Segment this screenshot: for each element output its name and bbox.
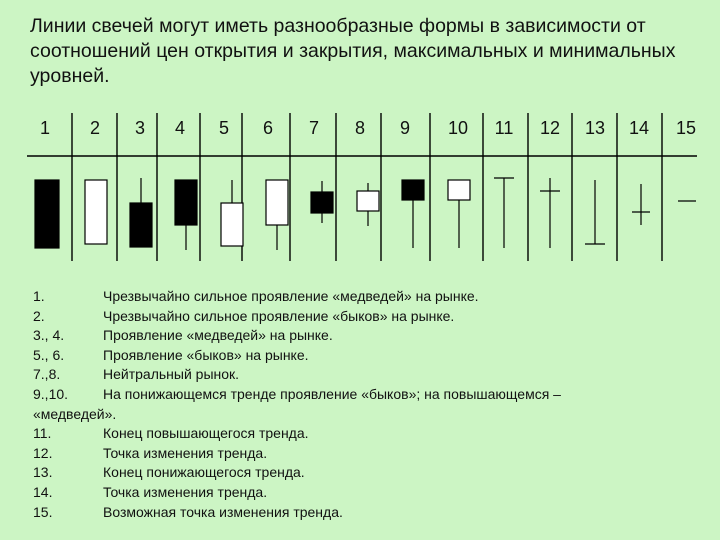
- candle-8: [357, 183, 379, 226]
- candle-9: [402, 180, 424, 248]
- notes-list: [33, 287, 693, 522]
- note-number: 12.: [33, 444, 53, 461]
- column-label-2: 2: [89, 118, 101, 138]
- candle-14: [632, 184, 650, 225]
- note-number: 2.: [33, 307, 45, 324]
- candle-9-body: [402, 180, 424, 200]
- candle-table: [0, 108, 720, 268]
- note-text: Конец повышающегося тренда.: [103, 425, 309, 442]
- candle-8-body: [357, 191, 379, 211]
- candle-1: [35, 180, 59, 248]
- column-label-11: 11: [494, 118, 514, 138]
- column-label-5: 5: [218, 118, 230, 138]
- note-text: Возможная точка изменения тренда.: [103, 503, 343, 520]
- column-label-12: 12: [539, 118, 561, 138]
- candle-13: [585, 180, 605, 244]
- candle-10: [448, 180, 470, 248]
- column-label-10: 10: [447, 118, 469, 138]
- column-label-7: 7: [308, 118, 320, 138]
- column-label-1: 1: [39, 118, 51, 138]
- candle-6: [266, 180, 288, 250]
- note-number: 5., 6.: [33, 346, 65, 363]
- note-item: [33, 424, 693, 444]
- note-number: 15.: [33, 503, 53, 520]
- note-item: [33, 444, 693, 464]
- column-label-8: 8: [354, 118, 366, 138]
- candle-10-body: [448, 180, 470, 200]
- note-text: Нейтральный рынок.: [103, 366, 240, 383]
- candle-4: [175, 180, 197, 250]
- note-number: 13.: [33, 464, 53, 481]
- candle-2-body: [85, 180, 107, 244]
- column-label-14: 14: [628, 118, 650, 138]
- note-text: На понижающемся тренде проявление «быков»; на повышающемся –: [103, 385, 561, 402]
- candle-3-body: [130, 203, 152, 247]
- candle-6-body: [266, 180, 288, 225]
- column-label-15: 15: [675, 118, 697, 138]
- page-title: Линии свечей могут иметь разнообразные формы в зависимости от соотношений цен открытия и закрытия, максимальных и минимальных уровней.: [30, 15, 676, 87]
- note-text-continuation: «медведей».: [33, 405, 117, 422]
- candle-12: [540, 178, 560, 248]
- note-number: 9.,10.: [33, 385, 69, 402]
- note-number: 11.: [33, 425, 52, 442]
- note-text: Конец понижающегося тренда.: [103, 464, 305, 481]
- column-label-3: 3: [134, 118, 146, 138]
- note-number: 14.: [33, 483, 53, 500]
- note-item: [33, 346, 693, 366]
- candle-7-body: [311, 192, 333, 213]
- candle-11: [494, 178, 514, 248]
- candle-7: [311, 181, 333, 223]
- note-item: [33, 307, 693, 327]
- note-text: Чрезвычайно сильное проявление «медведей» на рынке.: [103, 288, 479, 304]
- note-item: [33, 503, 693, 523]
- column-label-9: 9: [399, 118, 411, 138]
- candles: [35, 178, 696, 250]
- note-text: Проявление «быков» на рынке.: [103, 346, 309, 363]
- note-item: [33, 365, 693, 385]
- column-label-4: 4: [174, 118, 186, 138]
- note-number: 3., 4.: [33, 327, 65, 344]
- note-item: [33, 287, 693, 307]
- candle-4-body: [175, 180, 197, 225]
- note-item: [33, 326, 693, 346]
- candle-2: [85, 180, 107, 244]
- column-label-6: 6: [262, 118, 274, 138]
- note-number: 7.,8.: [33, 366, 61, 383]
- note-number: 1.: [33, 288, 45, 304]
- note-item: [33, 463, 693, 483]
- candle-5-body: [221, 203, 243, 246]
- column-labels: [40, 118, 696, 138]
- note-item: [33, 385, 693, 405]
- note-text: Чрезвычайно сильное проявление «быков» на рынке.: [103, 307, 455, 324]
- column-label-13: 13: [584, 118, 606, 138]
- note-text: Точка изменения тренда.: [103, 483, 268, 500]
- candle-3: [130, 178, 152, 247]
- note-item: [33, 483, 693, 503]
- note-text: Точка изменения тренда.: [103, 444, 268, 461]
- candle-5: [221, 180, 243, 246]
- note-text: Проявление «медведей» на рынке.: [103, 327, 333, 344]
- candle-1-body: [35, 180, 59, 248]
